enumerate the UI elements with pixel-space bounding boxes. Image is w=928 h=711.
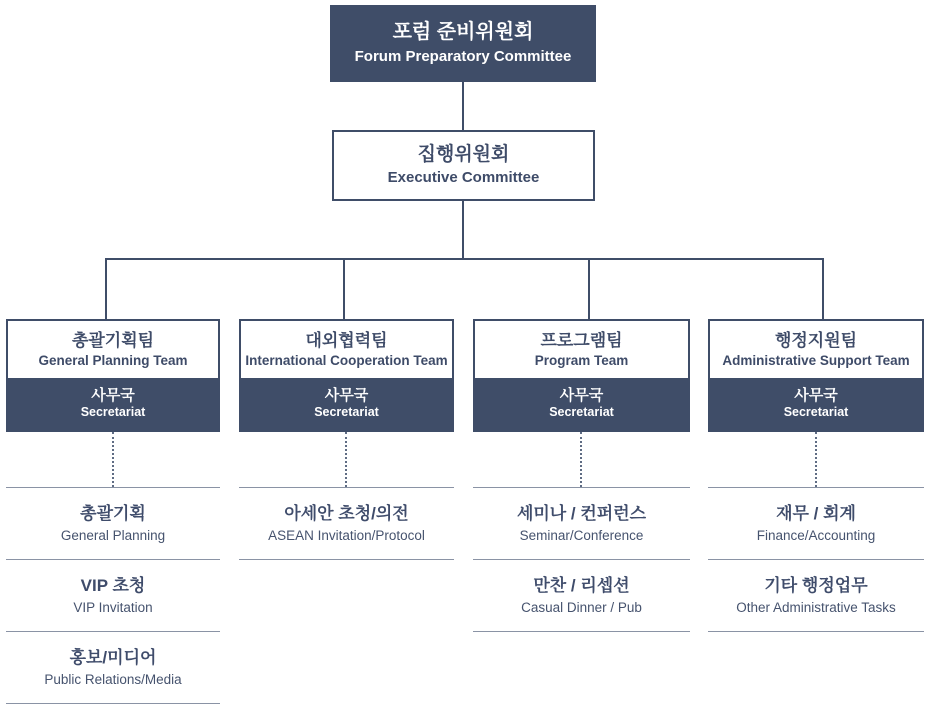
task-list-program [473, 487, 690, 632]
task-label-en: Finance/Accounting [756, 527, 876, 543]
dotted-connector-team-3 [580, 432, 582, 487]
team-head [241, 321, 452, 378]
team-box-international-cooperation [239, 319, 454, 432]
task-label-ko: 만찬 / 리셉션 [533, 575, 630, 595]
team-box-program [473, 319, 690, 432]
task-label-ko: VIP 초청 [80, 575, 146, 595]
task-item [6, 487, 220, 559]
task-item [6, 631, 220, 703]
team-title-en: General Planning Team [38, 352, 188, 368]
task-list-general-planning [6, 487, 220, 704]
task-label-ko: 재무 / 회계 [776, 503, 856, 523]
task-label-en: Other Administrative Tasks [736, 599, 896, 615]
task-label-en: VIP Invitation [73, 599, 153, 615]
task-label-en: General Planning [60, 527, 166, 543]
task-item [6, 559, 220, 631]
team-title-ko: 총괄기획팀 [71, 330, 155, 350]
secretariat-band [241, 378, 452, 430]
executive-committee-box [332, 130, 595, 201]
team-box-administrative-support [708, 319, 924, 432]
band-title-en: Secretariat [314, 405, 379, 420]
secretariat-band [710, 378, 922, 430]
connector-drop-team-3 [588, 258, 590, 319]
task-label-ko: 총괄기획 [80, 503, 146, 523]
connector-root-executive [462, 82, 464, 130]
connector-drop-team-1 [105, 258, 107, 319]
team-title-en: Administrative Support Team [722, 352, 910, 368]
task-label-en: ASEAN Invitation/Protocol [268, 527, 425, 543]
task-label-ko: 아세안 초청/의전 [284, 503, 409, 523]
connector-teams-crossbar [105, 258, 824, 260]
task-label-en: Seminar/Conference [519, 527, 644, 543]
band-title-en: Secretariat [80, 405, 146, 420]
team-title-ko: 대외협력팀 [305, 330, 388, 350]
task-label-ko: 홍보/미디어 [69, 647, 157, 667]
team-head [710, 321, 922, 378]
band-title-ko: 사무국 [324, 386, 369, 404]
band-title-ko: 사무국 [91, 386, 135, 404]
task-label-en: Public Relations/Media [44, 671, 182, 687]
root-committee-box [330, 5, 596, 82]
executive-committee-title-ko: 집행위원회 [417, 144, 510, 166]
team-title-en: Program Team [534, 352, 629, 368]
task-label-en: Casual Dinner / Pub [521, 599, 642, 615]
team-box-general-planning [6, 319, 220, 432]
task-item [473, 487, 690, 559]
band-title-ko: 사무국 [794, 386, 838, 404]
team-title-ko: 프로그램팀 [540, 330, 623, 350]
dotted-connector-team-4 [815, 432, 817, 487]
band-title-ko: 사무국 [559, 386, 604, 404]
team-head [8, 321, 218, 378]
team-title-ko: 행정지원팀 [774, 330, 858, 350]
root-committee-title-en: Forum Preparatory Committee [354, 48, 572, 66]
task-item [708, 487, 924, 559]
task-item [239, 487, 454, 559]
dotted-connector-team-2 [345, 432, 347, 487]
secretariat-band [8, 378, 218, 430]
team-head [475, 321, 688, 378]
task-list-international-cooperation [239, 487, 454, 560]
root-committee-title-ko: 포럼 준비위원회 [392, 21, 534, 44]
connector-executive-stem [462, 201, 464, 260]
executive-committee-title-en: Executive Committee [387, 169, 540, 187]
task-label-ko: 세미나 / 컨퍼런스 [516, 503, 647, 523]
connector-drop-team-4 [822, 258, 824, 319]
band-title-en: Secretariat [783, 405, 849, 420]
task-list-administrative-support [708, 487, 924, 632]
team-title-en: International Cooperation Team [245, 352, 448, 368]
task-item [708, 559, 924, 631]
band-title-en: Secretariat [549, 405, 614, 420]
connector-drop-team-2 [343, 258, 345, 319]
secretariat-band [475, 378, 688, 430]
task-label-ko: 기타 행정업무 [764, 575, 868, 595]
task-item [473, 559, 690, 631]
dotted-connector-team-1 [112, 432, 114, 487]
